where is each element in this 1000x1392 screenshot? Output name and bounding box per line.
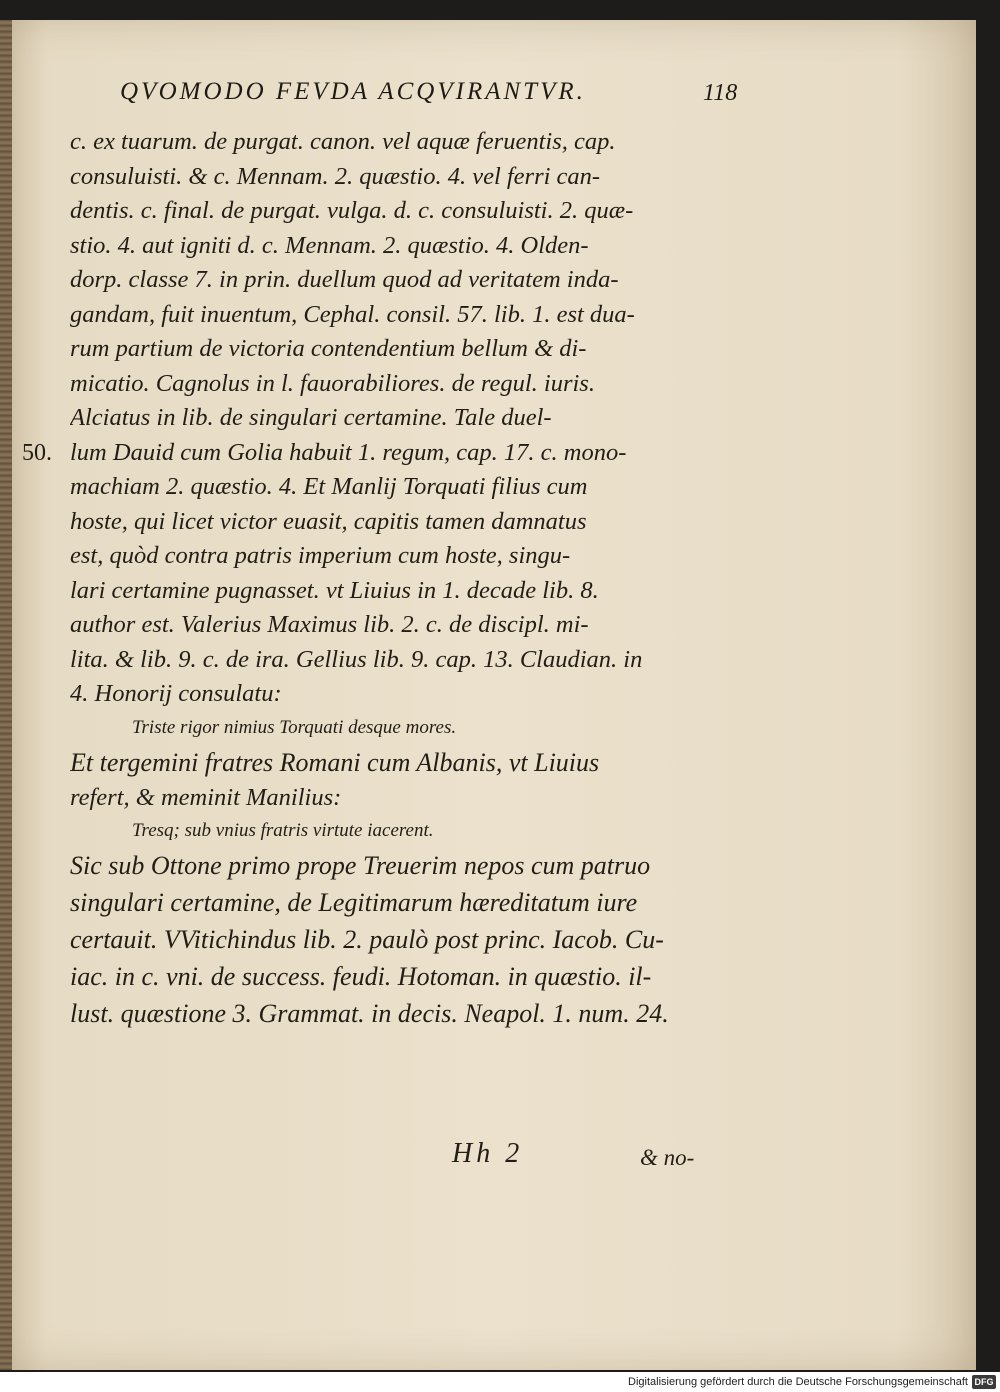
verse-quote: Triste rigor nimius Torquati desque mores. [132, 716, 457, 738]
text-line: author est. Valerius Maximus lib. 2. c. de discipl. mi- [70, 611, 589, 638]
text-line: singulari certamine, de Legitimarum hæreditatum iure [70, 888, 638, 917]
text-line: iac. in c. vni. de success. feudi. Hotoman. in quæstio. il- [70, 962, 652, 991]
text-line: dorp. classe 7. in prin. duellum quod ad veritatem inda- [70, 266, 619, 293]
footer-credit: Digitalisierung gefördert durch die Deutsche Forschungsgemeinschaft [628, 1376, 968, 1388]
body-text [70, 125, 760, 1032]
text-line: lust. quæstione 3. Grammat. in decis. Neapol. 1. num. 24. [70, 999, 669, 1028]
text-line: lari certamine pugnasset. vt Liuius in 1. decade lib. 8. [70, 576, 599, 604]
text-line: gandam, fuit inuentum, Cephal. consil. 57. lib. 1. est dua- [70, 300, 635, 328]
text-line: Sic sub Ottone primo prope Treuerim nepos cum patruo [70, 851, 651, 880]
catchword: & no- [640, 1145, 695, 1170]
running-head: QVOMODO FEVDA ACQVIRANTVR. [120, 78, 586, 105]
dfg-logo-icon: DFG [972, 1375, 996, 1389]
signature-mark: Hh 2 [452, 1138, 524, 1169]
text-line: 4. Honorij consulatu: [70, 680, 282, 707]
text-line: stio. 4. aut igniti d. c. Mennam. 2. quæstio. 4. Olden- [70, 231, 589, 259]
text-line: refert, & meminit Manilius: [70, 783, 342, 811]
text-line: consuluisti. & c. Mennam. 2. quæstio. 4. vel ferri can- [70, 162, 601, 190]
verse-quote: Tresq; sub vnius fratris virtute iacerent. [132, 820, 434, 841]
text-line: certauit. VVitichindus lib. 2. paulò post princ. Iacob. Cu- [70, 925, 664, 954]
folio-number: 118 [703, 80, 738, 106]
text-line: est, quòd contra patris imperium cum hoste, singu- [70, 542, 571, 569]
page-edge [0, 20, 12, 1370]
text-line: machiam 2. quæstio. 4. Et Manlij Torquati filius cum [70, 473, 588, 500]
text-line: lum Dauid cum Golia habuit 1. regum, cap. 17. c. mono- [70, 438, 627, 466]
text-line: micatio. Cagnolus in l. fauorabiliores. de regul. iuris. [70, 369, 595, 397]
text-line: lita. & lib. 9. c. de ira. Gellius lib. 9. cap. 13. Claudian. in [70, 645, 643, 673]
text-line: rum partium de victoria contendentium bellum & di- [70, 335, 587, 362]
text-line: hoste, qui licet victor euasit, capitis tamen damnatus [70, 507, 587, 535]
text-line: Alciatus in lib. de singulari certamine. Tale duel- [70, 404, 552, 431]
text-line: dentis. c. final. de purgat. vulga. d. c. consuluisti. 2. quæ- [70, 197, 634, 224]
text-line: Et tergemini fratres Romani cum Albanis, vt Liuius [70, 747, 600, 777]
text-line: c. ex tuarum. de purgat. canon. vel aquæ feruentis, cap. [70, 128, 616, 155]
margin-number: 50. [22, 440, 52, 466]
